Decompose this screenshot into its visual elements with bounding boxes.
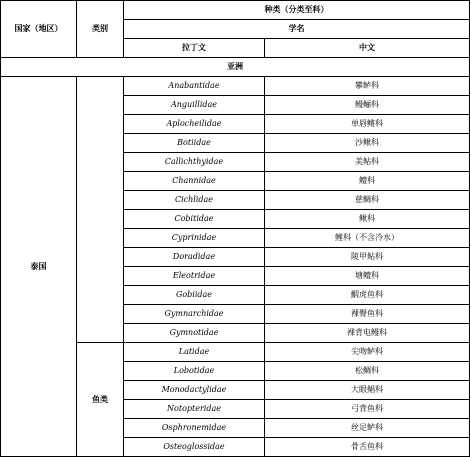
- scientific-name-header: 学名: [124, 20, 470, 39]
- chinese-name-cell: 美鲇科: [265, 153, 470, 172]
- chinese-name-cell: 裸臀鱼科: [265, 305, 470, 324]
- chinese-name-cell: 弓背鱼科: [265, 400, 470, 419]
- chinese-name-cell: 尖吻鲈科: [265, 343, 470, 362]
- latin-name-cell: Channidae: [124, 172, 265, 191]
- chinese-name-header: 中文: [265, 39, 470, 58]
- latin-name-cell: Aplocheilidae: [124, 115, 265, 134]
- latin-name-cell: Gymnotidae: [124, 324, 265, 343]
- chinese-name-cell: 丝足鲈科: [265, 419, 470, 438]
- latin-name-cell: Gymnarchidae: [124, 305, 265, 324]
- latin-name-cell: Cichlidae: [124, 191, 265, 210]
- chinese-name-cell: 单唇鳉科: [265, 115, 470, 134]
- latin-name-cell: Osteoglossidae: [124, 438, 265, 457]
- latin-name-cell: Latidae: [124, 343, 265, 362]
- category-cell-empty: [77, 77, 124, 343]
- chinese-name-cell: 大眼鲳科: [265, 381, 470, 400]
- chinese-name-cell: 鳅科: [265, 210, 470, 229]
- latin-name-cell: Cobitidae: [124, 210, 265, 229]
- latin-name-cell: Doradidae: [124, 248, 265, 267]
- country-cell: 泰国: [1, 77, 77, 457]
- category-column-header: 类别: [77, 1, 124, 58]
- chinese-name-cell: 慈鲷科: [265, 191, 470, 210]
- chinese-name-cell: 沙鳅科: [265, 134, 470, 153]
- chinese-name-cell: 鳗鲡科: [265, 96, 470, 115]
- chinese-name-cell: 塘鳢科: [265, 267, 470, 286]
- latin-name-cell: Lobotidae: [124, 362, 265, 381]
- table-row: [1, 77, 470, 96]
- latin-name-cell: Notopteridae: [124, 400, 265, 419]
- header-row-1: [1, 1, 470, 20]
- latin-name-cell: Anguillidae: [124, 96, 265, 115]
- region-label: 亚洲: [1, 58, 470, 77]
- latin-name-cell: Gobiidae: [124, 286, 265, 305]
- chinese-name-cell: 鳢科: [265, 172, 470, 191]
- latin-name-cell: Eleotridae: [124, 267, 265, 286]
- category-cell: 鱼类: [77, 343, 124, 457]
- country-column-header: 国家（地区）: [1, 1, 77, 58]
- region-row: [1, 58, 470, 77]
- latin-name-cell: Cyprinidae: [124, 229, 265, 248]
- latin-name-cell: Botiidae: [124, 134, 265, 153]
- chinese-name-cell: 陵甲鲇科: [265, 248, 470, 267]
- chinese-name-cell: 松鲷科: [265, 362, 470, 381]
- chinese-name-cell: 鲤科（不含冷水）: [265, 229, 470, 248]
- chinese-name-cell: 攀鲈科: [265, 77, 470, 96]
- species-group-header: 种类（分类至科）: [124, 1, 470, 20]
- latin-name-cell: Monodactylidae: [124, 381, 265, 400]
- chinese-name-cell: 骨舌鱼科: [265, 438, 470, 457]
- latin-name-cell: Callichthyidae: [124, 153, 265, 172]
- chinese-name-cell: 鰕虎鱼科: [265, 286, 470, 305]
- latin-name-header: 拉丁文: [124, 39, 265, 58]
- chinese-name-cell: 裸背电鳗科: [265, 324, 470, 343]
- latin-name-cell: Osphronemidae: [124, 419, 265, 438]
- latin-name-cell: Anabantidae: [124, 77, 265, 96]
